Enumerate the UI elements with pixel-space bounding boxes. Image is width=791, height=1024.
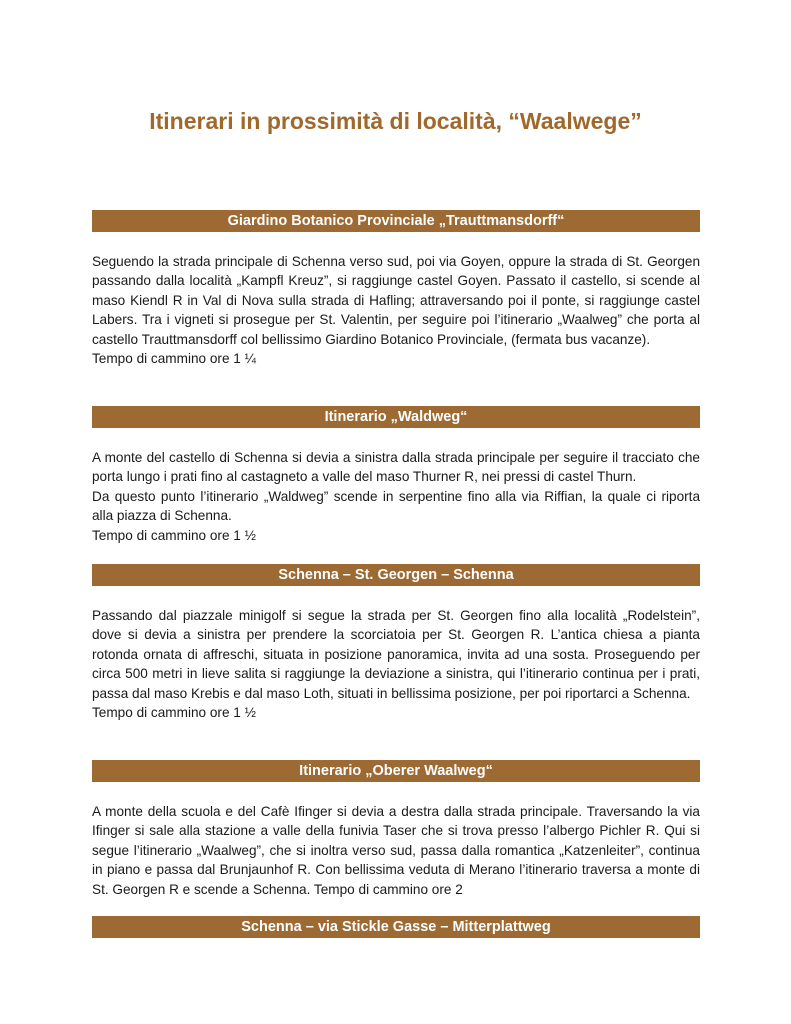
section-heading: Itinerario „Oberer Waalweg“	[92, 760, 700, 782]
section-st-georgen	[92, 564, 700, 722]
page-title: Itinerari in prossimità di località, “Waalwege”	[149, 108, 642, 135]
section-paragraph: Seguendo la strada principale di Schenna verso sud, poi via Goyen, oppure la strada di St. Georgen passando dalla località „Kampfl Kreuz”, si raggiunge castel Goyen. Passato il castello, si scende al maso Kiendl R in Val di Nova sulla strada di Hafling; attraversando poi il ponte, si raggiunge castel Labers. Tra i vigneti si prosegue per St. Valentin, per seguire poi l’itinerario „Waalweg” che porta al castello Trauttmansdorff col bellissimo Giardino Botanico Provinciale, (fermata bus vacanze).	[92, 254, 700, 347]
section-waldweg	[92, 406, 700, 545]
walk-time: Tempo di cammino ore 1 ¼	[92, 351, 256, 367]
section-heading: Schenna – St. Georgen – Schenna	[92, 564, 700, 586]
section-paragraph: A monte della scuola e del Cafè Ifinger si devia a destra dalla strada principale. Traversando la via Ifinger si sale alla stazione a valle della funivia Taser che si trova presso l’albergo Pichler R. Qui si segue l’itinerario „Waalweg”, che si inoltra verso sud, passa dalla romantica „Katzenleiter”, continua in piano e passa dal Brunjaunhof R. Con bellissima veduta di Merano l’itinerario traversa a monte di St. Georgen R e scende a Schenna. Tempo di cammino ore 2	[92, 804, 700, 897]
section-heading: Itinerario „Waldweg“	[92, 406, 700, 428]
walk-time: Tempo di cammino ore 1 ½	[92, 705, 256, 721]
section-paragraph: Da questo punto l’itinerario „Waldweg” scende in serpentine fino alla via Riffian, la quale ci riporta alla piazza di Schenna.	[92, 488, 700, 524]
section-heading: Giardino Botanico Provinciale „Trauttmansdorff“	[92, 210, 700, 232]
section-body	[92, 252, 700, 368]
section-body	[92, 606, 700, 722]
section-paragraph: A monte del castello di Schenna si devia a sinistra dalla strada principale per seguire il tracciato che porta lungo i prati fino al castagneto a valle del maso Thurner R, nei pressi di castel Thurn.	[92, 450, 700, 485]
walk-time: Tempo di cammino ore 1 ½	[92, 527, 256, 543]
section-body	[92, 448, 700, 545]
section-body	[92, 802, 700, 899]
section-trauttmansdorff	[92, 210, 700, 368]
section-paragraph: Passando dal piazzale minigolf si segue la strada per St. Georgen fino alla località „Rodelstein”, dove si devia a sinistra per prendere la scorciatoia per St. Georgen R. L’antica chiesa a pianta rotonda ornata di affreschi, situata in posizione panoramica, invita ad una sosta. Proseguendo per circa 500 metri in lieve salita si raggiunge la deviazione a sinistra, qui l’itinerario continua per i prati, passa dal maso Krebis e dal maso Loth, situati in bellissima posizione, per poi riportarci a Schenna.	[92, 608, 700, 701]
section-stickle-gasse	[92, 916, 700, 938]
section-heading: Schenna – via Stickle Gasse – Mitterplattweg	[92, 916, 700, 938]
section-oberer-waalweg	[92, 760, 700, 899]
